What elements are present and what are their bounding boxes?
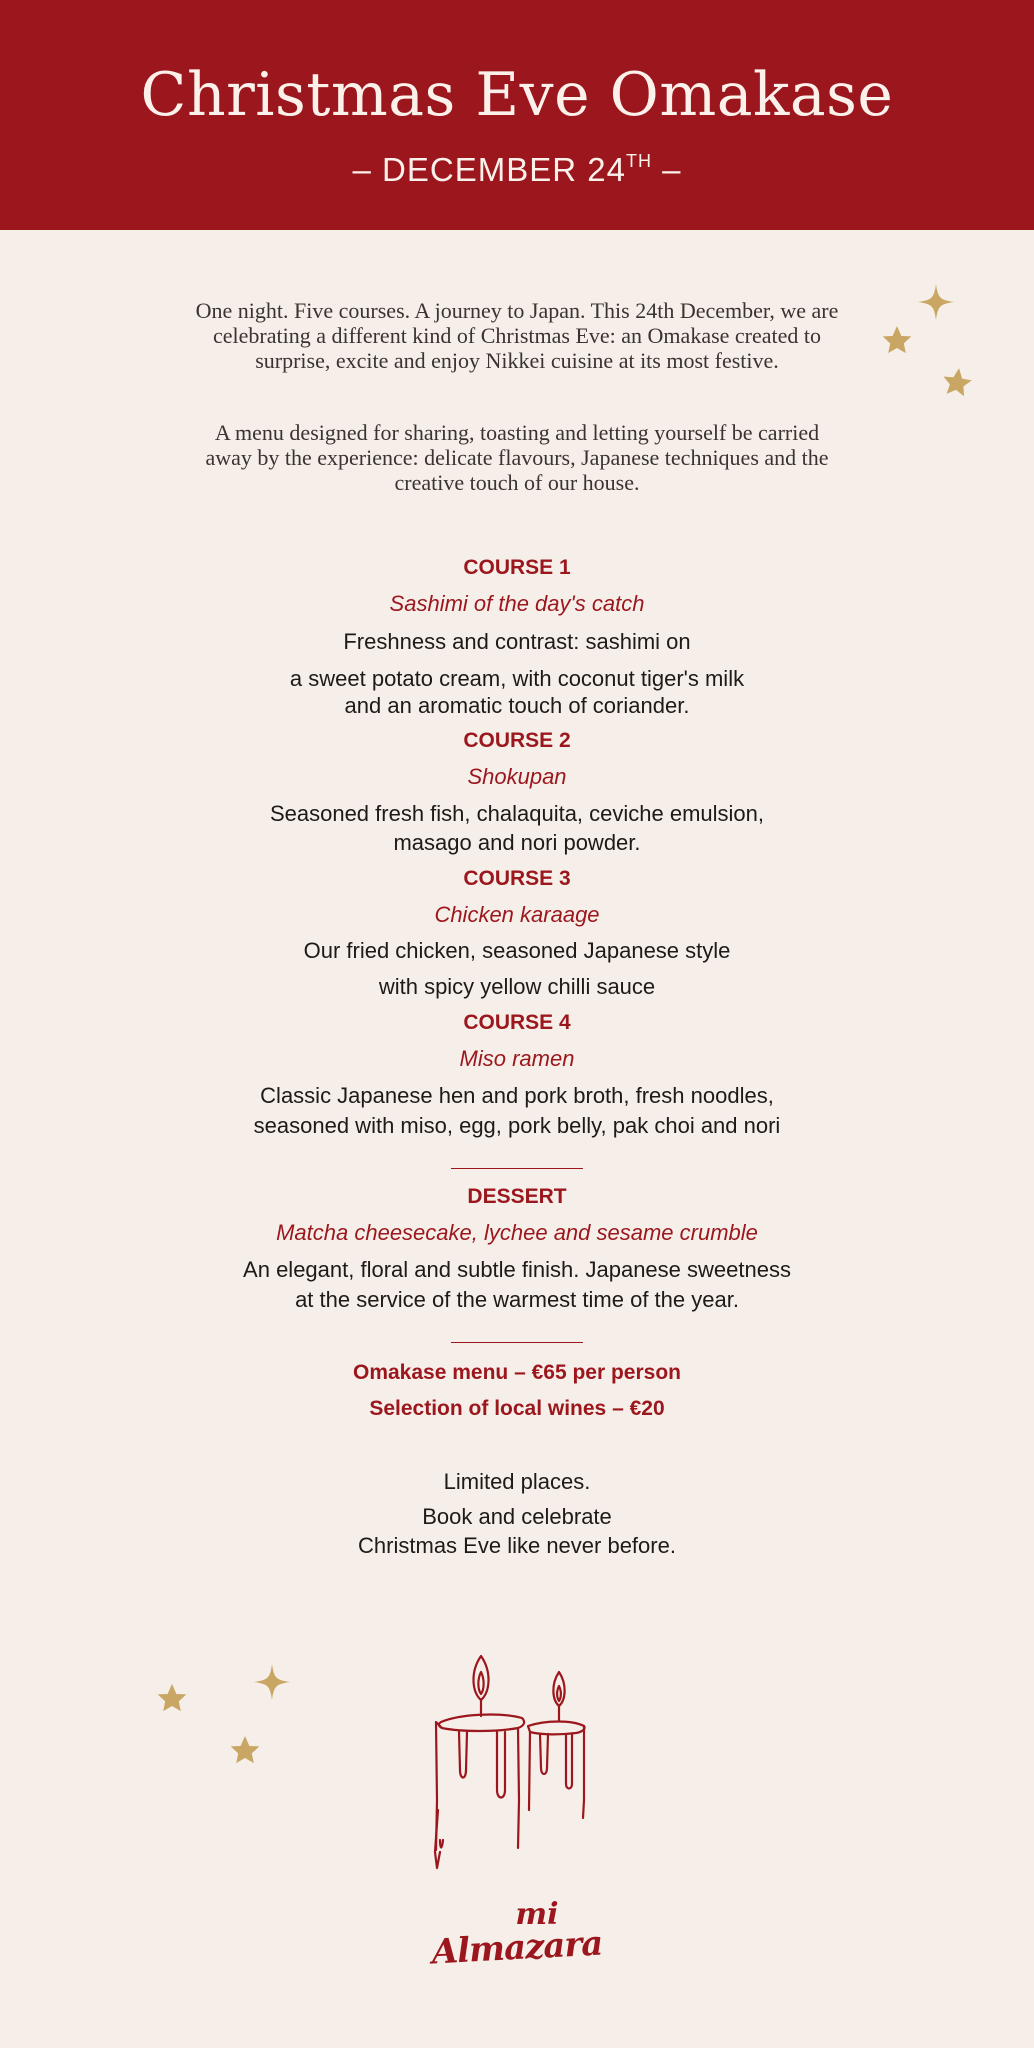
brand-logo [0,1897,1034,1973]
course-2-description-line-1: Seasoned fresh fish, chalaquita, ceviche emulsion, [269,801,765,826]
intro-paragraph-1: One night. Five courses. A journey to Japan. This 24th December, we are celebrating a different kind of Christmas Eve: an Omakase created to surprise, excite and enjoy Nikkei cuisine at its most festive. [195,298,839,373]
sparkle-star-icon [918,284,954,320]
course-1-label: COURSE 1 [463,556,571,579]
omakase-price: Omakase menu – €65 per person [353,1361,681,1384]
course-4-description-line-2: seasoned with miso, egg, pork belly, pak choi and nori [253,1113,781,1138]
event-date-end: – [651,151,682,188]
brand-logo-line-1: mi [515,1897,559,1932]
course-1-description-line-1: Freshness and contrast: sashimi on [343,629,691,654]
course-4-label: COURSE 4 [463,1011,571,1034]
divider-line [451,1342,583,1343]
course-4-description-line-1: Classic Japanese hen and pork broth, fresh noodles, [260,1083,774,1108]
course-1-dish: Sashimi of the day's catch [389,591,645,616]
closing-line-1: Limited places. [443,1469,591,1494]
candles-illustration [435,1656,585,1868]
course-3-description-line-1: Our fried chicken, seasoned Japanese style [303,938,731,963]
dessert-description-line-2: at the service of the warmest time of the year. [295,1287,739,1312]
star-icon [941,366,973,397]
dessert-description-line-1: An elegant, floral and subtle finish. Japanese sweetness [243,1257,791,1282]
course-4-dish: Miso ramen [459,1046,575,1071]
course-2-description-line-2: masago and nori powder. [393,830,641,855]
course-3-dish: Chicken karaage [434,902,600,927]
course-2-dish: Shokupan [467,764,567,789]
dessert-dish: Matcha cheesecake, lychee and sesame crumble [276,1220,758,1245]
closing-line-3: Christmas Eve like never before. [358,1533,676,1558]
brand-logo-line-2: Almazara [430,1923,604,1973]
page-title: Christmas Eve Omakase [140,60,894,130]
course-3-label: COURSE 3 [463,867,571,890]
sparkle-star-icon [254,1664,290,1700]
course-3-description-line-2: with spicy yellow chilli sauce [378,974,656,999]
closing-line-2: Book and celebrate [422,1504,612,1529]
course-1-description-line-2: a sweet potato cream, with coconut tiger's milk [289,666,745,691]
star-icon [231,1736,260,1763]
divider-line [451,1168,583,1169]
star-icon [883,326,912,353]
intro-paragraph-2: A menu designed for sharing, toasting and letting yourself be carried away by the experience: delicate flavours, Japanese techniques and the creative touch of our house. [205,420,829,495]
dessert-label: DESSERT [467,1185,567,1208]
event-date-ordinal: TH [625,151,652,171]
star-icon [158,1684,187,1711]
course-1-description-line-3: and an aromatic touch of coriander. [344,693,690,718]
course-2-label: COURSE 2 [463,729,571,752]
event-date-main: – DECEMBER 24 [352,151,626,188]
wine-price: Selection of local wines – €20 [369,1397,665,1420]
